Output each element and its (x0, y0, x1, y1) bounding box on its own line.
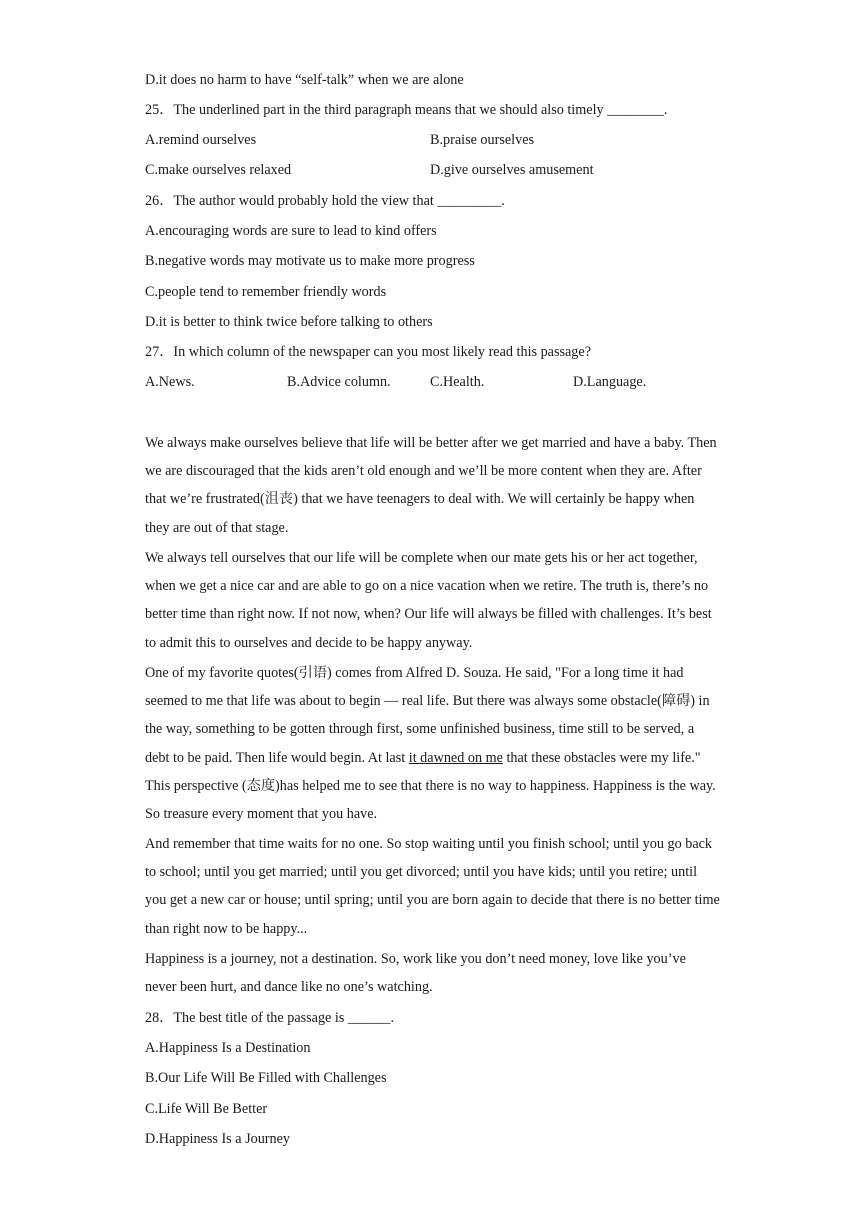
q28-option-d: D.Happiness Is a Journey (145, 1131, 290, 1147)
q26-option-b: B.negative words may motivate us to make more progress (145, 253, 475, 269)
passage-paragraph-3 (145, 659, 720, 828)
q28-option-b: B.Our Life Will Be Filled with Challenges (145, 1070, 387, 1086)
q26-stem: 26．The author would probably hold the view that _________. (145, 193, 505, 209)
q27-option-a: A.News. (145, 374, 195, 390)
q27-option-d: D.Language. (573, 374, 647, 390)
q24-option-d: D.it does no harm to have “self-talk” when we are alone (145, 72, 464, 88)
q25-option-a: A.remind ourselves (145, 132, 257, 148)
paragraph-3-text-before: One of my favorite quotes(引语) comes from Alfred D. Souza. He said, "For a long time it had seemed to me that life was about to begin — real life. But there was always some obstacle(障碍) in the way, something to be gotten through first, some unfinished business, time still to be served, a debt to be paid. Then life would begin. At last (145, 665, 710, 766)
q27-option-b: B.Advice column. (287, 374, 391, 390)
q27-option-c: C.Health. (430, 374, 485, 390)
q25-option-b: B.praise ourselves (430, 132, 535, 148)
passage-paragraph-4: And remember that time waits for no one. So stop waiting until you finish school; until you go back to school; until you get married; until you get divorced; until you have kids; until you retire; until you get a new car or house; until spring; until you are born again to decide that there is no better time than right now to be happy... (145, 836, 720, 937)
passage-paragraph-5: Happiness is a journey, not a destination. So, work like you don’t need money, love like you’ve never been hurt, and dance like no one’s watching. (145, 951, 686, 996)
q28-option-a: A.Happiness Is a Destination (145, 1040, 311, 1056)
q26-option-c: C.people tend to remember friendly words (145, 284, 387, 300)
q28-stem: 28．The best title of the passage is ______. (145, 1010, 395, 1026)
q26-option-a: A.encouraging words are sure to lead to kind offers (145, 223, 437, 239)
passage-paragraph-2: We always tell ourselves that our life will be complete when our mate gets his or her act together, when we get a nice car and are able to go on a nice vacation when we retire. The truth is, there’s no better time than right now. If not now, when? Our life will always be filled with challenges. It’s best to admit this to ourselves and decide to be happy anyway. (145, 550, 712, 651)
q28-option-c: C.Life Will Be Better (145, 1101, 268, 1117)
q27-stem: 27．In which column of the newspaper can you most likely read this passage? (145, 344, 591, 360)
paragraph-3-text-after: that these obstacles were my life." This perspective (态度)has helped me to see that there is no way to happiness. Happiness is the way. So treasure every moment that you have. (145, 749, 716, 823)
q26-option-d: D.it is better to think twice before talking to others (145, 314, 433, 330)
q25-option-c: C.make ourselves relaxed (145, 162, 292, 178)
passage-paragraph-1: We always make ourselves believe that life will be better after we get married and have a baby. Then we are discouraged that the kids aren’t old enough and we’ll be more content when they are. After that we’re frustrated(沮丧) that we have teenagers to deal with. We will certainly be happy when they are out of that stage. (145, 435, 717, 536)
q25-stem: 25．The underlined part in the third paragraph means that we should also timely ________. (145, 102, 668, 118)
q25-option-d: D.give ourselves amusement (430, 162, 594, 178)
underlined-phrase: it dawned on me (408, 749, 503, 766)
